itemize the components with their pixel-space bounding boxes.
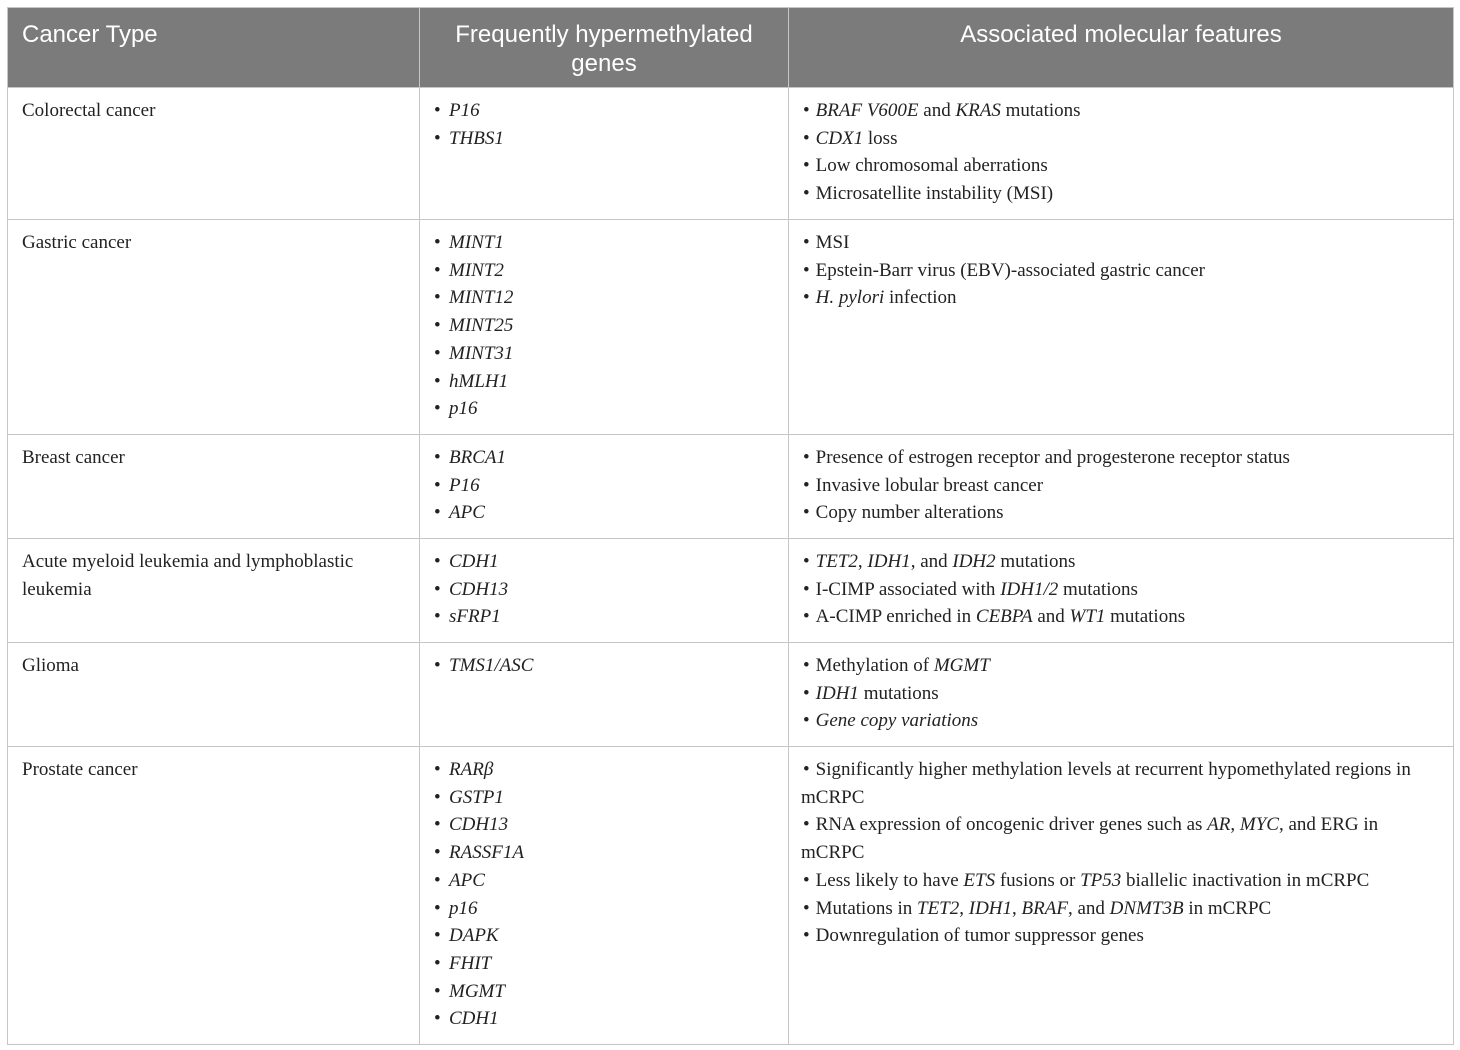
gene-name: p16 [449,398,478,420]
features-cell [789,88,1454,220]
table-header [8,8,1454,88]
cancer-type-cell: Acute myeloid leukemia and lymphoblastic leukemia [8,539,420,643]
cancer-type-cell: Prostate cancer [8,747,420,1045]
feature-text: MGMT [933,655,990,676]
gene-item [432,950,774,978]
gene-name: MINT31 [449,342,514,364]
feature-text: mutations [1105,606,1186,628]
gene-name: MINT2 [449,259,504,281]
gene-item [432,895,774,923]
gene-name: THBS1 [449,127,504,149]
features-cell [789,643,1454,747]
gene-name: hMLH1 [449,370,509,392]
feature-text: Significantly higher methylation levels at recurrent hypomethylated regions in mCRPC [801,759,1411,808]
feature-list [801,548,1443,631]
table-row [8,88,1454,220]
gene-name: MGMT [449,980,505,1002]
gene-item [432,652,774,680]
feature-text: mutations [1000,100,1081,121]
gene-item [432,756,774,784]
feature-text: , [1012,897,1022,919]
feature-text: Mutations in [815,897,917,919]
gene-name: RARβ [449,759,494,780]
feature-text: BRAF V600E [815,100,919,121]
feature-list [801,652,1443,735]
gene-item [432,839,774,867]
feature-text: IDH2 [952,551,996,572]
gene-name: TMS1/ASC [449,655,534,676]
genes-cell [420,435,789,539]
gene-list [432,652,774,680]
feature-item [801,548,1443,576]
methylation-table [7,7,1454,1045]
gene-item [432,284,774,312]
feature-text: and [918,100,956,121]
gene-item [432,97,774,125]
gene-item [432,784,774,812]
gene-list [432,444,774,527]
gene-name: MINT1 [449,232,504,253]
feature-text: ETS [963,869,996,891]
feature-text: WT1 [1069,606,1106,628]
features-cell [789,220,1454,435]
gene-item [432,340,774,368]
feature-item [801,125,1443,153]
feature-item [801,756,1443,811]
feature-text: TET2 [917,897,960,919]
gene-name: MINT12 [449,287,514,309]
genes-cell [420,220,789,435]
feature-text: Invasive lobular breast cancer [815,474,1044,496]
feature-item [801,895,1443,923]
feature-text: RNA expression of oncogenic driver genes such as [815,814,1208,836]
feature-text: Epstein-Barr virus (EBV)-associated gastric cancer [815,259,1205,281]
feature-item [801,603,1443,631]
gene-item [432,603,774,631]
gene-item [432,548,774,576]
feature-text: KRAS [955,100,1001,121]
feature-item [801,811,1443,866]
feature-text: mutations [858,682,939,704]
feature-text: , and ERG in mCRPC [801,814,1379,864]
feature-text: BRAF [1021,897,1068,919]
feature-text: mutations [995,551,1076,572]
feature-text: loss [863,127,898,149]
gene-name: p16 [449,897,478,919]
feature-text: Microsatellite instability (MSI) [815,183,1054,205]
feature-item [801,707,1443,735]
gene-name: P16 [449,474,480,496]
gene-name: FHIT [449,952,492,974]
cancer-type-cell: Glioma [8,643,420,747]
feature-item [801,680,1443,708]
feature-text: MYC [1239,814,1279,836]
feature-item [801,922,1443,950]
gene-name: BRCA1 [449,447,506,468]
cancer-type-cell: Breast cancer [8,435,420,539]
feature-text: I-CIMP associated with [815,578,1001,600]
gene-list [432,97,774,152]
gene-name: RASSF1A [449,842,524,864]
feature-text: H. pylori [815,287,885,309]
gene-item [432,978,774,1006]
feature-text: Gene copy variations [815,710,979,732]
features-cell [789,539,1454,643]
feature-item [801,152,1443,180]
feature-text: A-CIMP enriched in [815,606,976,628]
table-row [8,539,1454,643]
genes-cell [420,643,789,747]
gene-list [432,756,774,1033]
gene-item [432,229,774,257]
gene-name: P16 [449,100,480,121]
header-genes: Frequently hypermethylated genes [420,8,789,88]
feature-text: mutations [1058,578,1138,600]
feature-text: biallelic inactivation in mCRPC [1121,869,1370,891]
features-cell [789,747,1454,1045]
feature-list [801,97,1443,208]
genes-cell [420,747,789,1045]
feature-item [801,867,1443,895]
feature-text: , and [1067,897,1110,919]
feature-text: IDH1 [815,682,859,704]
header-features: Associated molecular features [789,8,1454,88]
gene-name: CDH1 [449,1008,499,1030]
gene-name: CDH13 [449,578,509,600]
gene-item [432,472,774,500]
gene-name: CDH1 [449,551,499,572]
table-body [8,88,1454,1045]
gene-item [432,1005,774,1033]
feature-text: , [857,551,868,572]
gene-item [432,125,774,153]
feature-item [801,499,1443,527]
feature-item [801,444,1443,472]
table-row [8,220,1454,435]
feature-text: MSI [815,232,850,253]
feature-text: CDX1 [815,127,864,149]
features-cell [789,435,1454,539]
gene-item [432,867,774,895]
feature-list [801,229,1443,312]
feature-text: AR [1207,814,1231,836]
gene-list [432,548,774,631]
feature-text: in mCRPC [1183,897,1272,919]
genes-cell [420,88,789,220]
feature-item [801,229,1443,257]
cancer-type-cell: Colorectal cancer [8,88,420,220]
feature-item [801,97,1443,125]
gene-name: MINT25 [449,315,514,337]
feature-list [801,444,1443,527]
header-row [8,8,1454,88]
header-cancer-type: Cancer Type [8,8,420,88]
genes-cell [420,539,789,643]
feature-item [801,257,1443,285]
feature-list [801,756,1443,950]
feature-item [801,576,1443,604]
feature-text: Low chromosomal aberrations [815,155,1048,177]
feature-text: IDH1 [968,897,1013,919]
gene-item [432,257,774,285]
feature-text: TP53 [1080,869,1122,891]
feature-text: , [1230,814,1240,836]
gene-name: APC [449,869,485,891]
gene-item [432,368,774,396]
feature-text: CEBPA [975,606,1033,628]
gene-name: CDH13 [449,814,509,836]
feature-item [801,652,1443,680]
gene-item [432,922,774,950]
feature-text: DNMT3B [1109,897,1184,919]
gene-list [432,229,774,423]
feature-text: IDH1 [867,551,911,572]
feature-text: , [959,897,969,919]
gene-name: sFRP1 [449,606,501,628]
feature-text: Presence of estrogen receptor and progesterone receptor status [815,447,1290,468]
table-row [8,435,1454,539]
gene-item [432,576,774,604]
feature-text: TET2 [815,551,858,572]
table-row [8,747,1454,1045]
feature-text: infection [884,287,957,309]
feature-text: IDH1/2 [1000,578,1059,600]
gene-item [432,312,774,340]
cancer-type-cell: Gastric cancer [8,220,420,435]
gene-item [432,499,774,527]
gene-item [432,395,774,423]
feature-text: Methylation of [815,655,934,676]
feature-text: and [1032,606,1070,628]
feature-text: Less likely to have [815,869,964,891]
gene-name: APC [449,502,485,524]
feature-text: , and [910,551,953,572]
feature-item [801,284,1443,312]
feature-item [801,180,1443,208]
gene-name: GSTP1 [449,786,504,808]
feature-text: Copy number alterations [815,502,1004,524]
gene-name: DAPK [449,925,499,947]
feature-item [801,472,1443,500]
feature-text: fusions or [995,869,1081,891]
gene-item [432,811,774,839]
gene-item [432,444,774,472]
table-row [8,643,1454,747]
feature-text: Downregulation of tumor suppressor genes [815,925,1144,947]
